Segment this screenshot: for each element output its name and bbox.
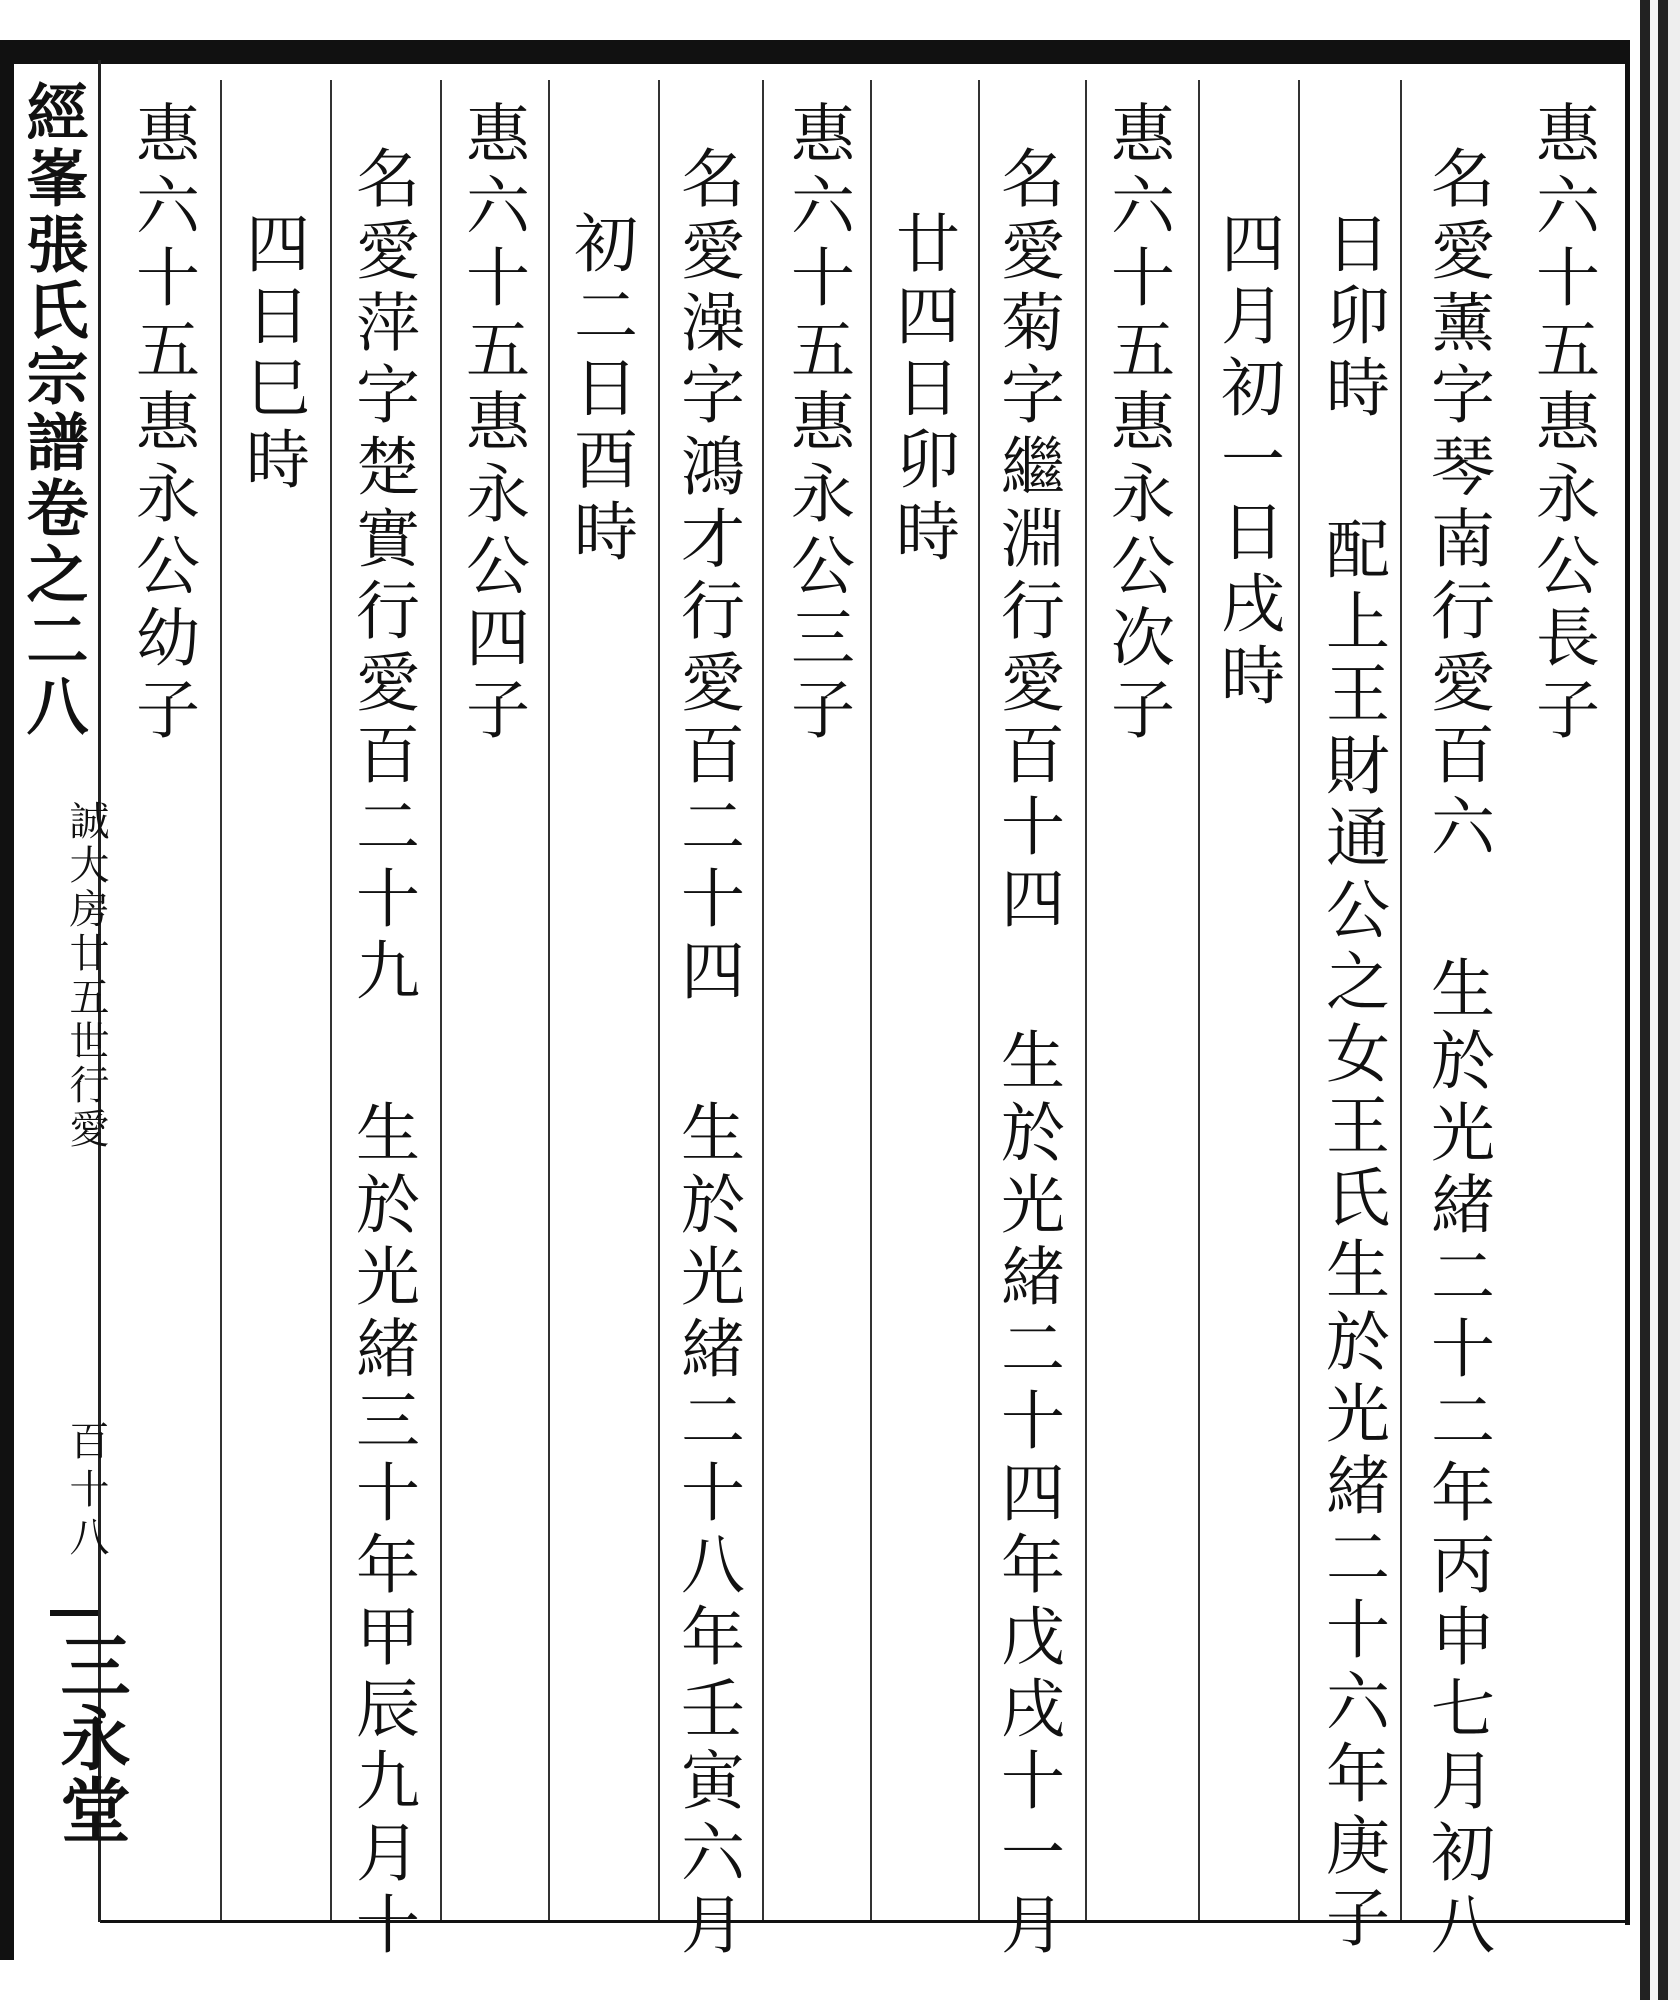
birth-line: 生於光緒二十八年壬寅六月 (670, 1099, 744, 1963)
column-rule (1198, 80, 1200, 1920)
entry-heading: 惠六十五惠永公三子 (780, 100, 854, 748)
birth-time: 初二日酉時 (563, 210, 637, 570)
column-rule (440, 80, 442, 1920)
bottom-border (100, 1920, 1630, 1923)
entry-name-and-birth (345, 145, 419, 1963)
column-rule (762, 80, 764, 1920)
entry-name-and-birth (1420, 145, 1494, 1963)
entry-heading: 惠六十五惠永公幼子 (125, 100, 199, 748)
entry-heading: 惠六十五惠永公長子 (1525, 100, 1599, 748)
book-title: 經峯張氏宗譜卷之二八 (16, 80, 89, 740)
name-line: 名愛澡字鴻才行愛百二十四 (670, 145, 744, 1009)
spouse-birth-time: 四月初一日戌時 (1210, 210, 1284, 714)
name-line: 名愛菊字繼淵行愛百十四 (990, 145, 1064, 937)
spouse-line: 配上王財通公之女王氏生於光緒二十六年庚子 (1315, 516, 1389, 1956)
right-border (1625, 40, 1630, 1925)
page-edge (1640, 0, 1680, 2000)
name-line: 名愛薰字琴南行愛百六 (1420, 145, 1494, 865)
entry-name-and-birth (670, 145, 744, 1963)
column-rule (1400, 80, 1402, 1920)
column-rule (330, 80, 332, 1920)
entry-continuation (1315, 210, 1389, 1956)
birth-line: 生於光緒二十二年丙申七月初八 (1420, 955, 1494, 1963)
column-rule (870, 80, 872, 1920)
column-rule (1085, 80, 1087, 1920)
page-number: 百十八 (63, 1420, 109, 1564)
fishtail-mark (50, 1610, 98, 1616)
hall-name: 三永堂 (49, 1630, 132, 1846)
section-label: 誠大房廿五世行愛 (63, 800, 109, 1152)
name-line: 名愛萍字楚實行愛百二十九 (345, 145, 419, 1009)
birth-line: 生於光緒二十四年戊戌十一月 (990, 1027, 1064, 1963)
entry-heading: 惠六十五惠永公四子 (455, 100, 529, 748)
column-rule (548, 80, 550, 1920)
column-rule (978, 80, 980, 1920)
birth-line: 生於光緒三十年甲辰九月十 (345, 1099, 419, 1963)
entry-name-and-birth (990, 145, 1064, 1963)
birth-time: 廿四日卯時 (885, 210, 959, 570)
entry-heading: 惠六十五惠永公次子 (1100, 100, 1174, 748)
birth-time: 日卯時 (1315, 210, 1389, 426)
column-rule (220, 80, 222, 1920)
top-border (0, 40, 1630, 64)
column-rule (1298, 80, 1300, 1920)
birth-time: 四日巳時 (235, 210, 309, 498)
column-rule (658, 80, 660, 1920)
